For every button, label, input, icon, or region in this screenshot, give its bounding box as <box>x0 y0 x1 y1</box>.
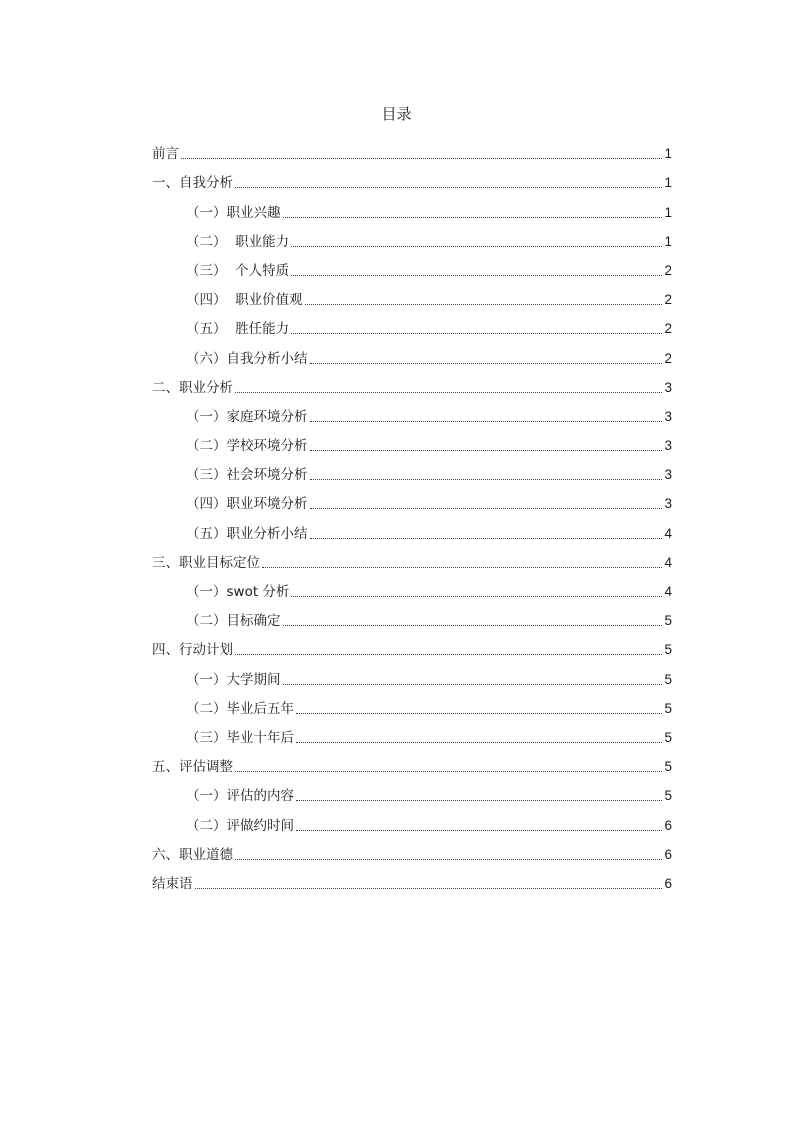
toc-dot-leader <box>235 770 662 772</box>
toc-entry-label: （二）目标确定 <box>186 613 281 630</box>
toc-dot-leader <box>310 537 663 539</box>
toc-section-entry[interactable] <box>152 368 672 397</box>
toc-page-number: 2 <box>664 350 672 366</box>
toc-dot-leader <box>296 712 662 714</box>
toc-dot-leader <box>235 391 662 393</box>
toc-entry-label: 三、职业目标定位 <box>152 554 260 571</box>
toc-entry-label: （二）毕业后五年 <box>186 700 294 717</box>
toc-entry-label: （一）家庭环境分析 <box>186 408 308 425</box>
toc-subsection-entry[interactable] <box>152 601 672 630</box>
toc-dot-leader <box>291 274 662 276</box>
toc-page-number: 5 <box>664 788 672 804</box>
toc-page-number: 6 <box>664 846 672 862</box>
toc-dot-leader <box>291 595 662 597</box>
toc-subsection-entry[interactable] <box>152 192 672 221</box>
toc-dot-leader <box>291 245 662 247</box>
toc-subsection-entry[interactable] <box>152 397 672 426</box>
toc-section-entry[interactable] <box>152 630 672 659</box>
toc-section-entry[interactable] <box>152 163 672 192</box>
toc-page-number: 3 <box>664 467 672 483</box>
toc-dot-leader <box>296 799 662 801</box>
toc-dot-leader <box>296 829 662 831</box>
toc-subsection-entry[interactable] <box>152 805 672 834</box>
toc-subsection-entry[interactable] <box>152 222 672 251</box>
toc-subsection-entry[interactable] <box>152 251 672 280</box>
toc-dot-leader <box>235 858 662 860</box>
toc-subsection-entry[interactable] <box>152 513 672 542</box>
toc-dot-leader <box>310 362 663 364</box>
toc-page-number: 6 <box>664 875 672 891</box>
toc-page-number: 1 <box>664 233 672 249</box>
toc-entry-label: 一、自我分析 <box>152 175 233 192</box>
toc-page-number: 5 <box>664 642 672 658</box>
toc-page-number: 3 <box>664 379 672 395</box>
toc-entry-label: 前言 <box>152 146 179 163</box>
toc-section-entry[interactable] <box>152 747 672 776</box>
toc-page-number: 1 <box>664 175 672 191</box>
toc-entry-label: （四）职业环境分析 <box>186 496 308 513</box>
toc-entry-label: （一）大学期间 <box>186 671 281 688</box>
toc-page-number: 5 <box>664 729 672 745</box>
toc-page-number: 3 <box>664 438 672 454</box>
toc-entry-label: （二）学校环境分析 <box>186 438 308 455</box>
toc-dot-leader <box>310 478 663 480</box>
toc-entry-label: （三）社会环境分析 <box>186 467 308 484</box>
toc-page-number: 1 <box>664 204 672 220</box>
toc-entry-label: （一）swot 分析 <box>186 584 290 600</box>
toc-section-entry[interactable] <box>152 134 672 163</box>
toc-entry-label: （五） 胜任能力 <box>186 321 290 338</box>
toc-subsection-entry[interactable] <box>152 426 672 455</box>
toc-entry-label: 六、职业道德 <box>152 846 233 863</box>
toc-page-number: 2 <box>664 292 672 308</box>
toc-page-number: 2 <box>664 321 672 337</box>
toc-page-number: 1 <box>664 146 672 162</box>
toc-section-entry[interactable] <box>152 543 672 572</box>
toc-dot-leader <box>283 624 663 626</box>
toc-entry-label: 二、职业分析 <box>152 379 233 396</box>
toc-entry-label: （四） 职业价值观 <box>186 292 303 309</box>
toc-page-number: 4 <box>664 584 672 599</box>
toc-page-number: 3 <box>664 408 672 424</box>
toc-dot-leader <box>310 420 663 422</box>
toc-title: 目录 <box>381 105 412 123</box>
toc-entry-label: （二） 职业能力 <box>186 233 290 250</box>
toc-dot-leader <box>235 186 662 188</box>
toc-dot-leader <box>310 449 663 451</box>
toc-dot-leader <box>296 741 662 743</box>
toc-section-entry[interactable] <box>152 835 672 864</box>
toc-page-number: 2 <box>664 262 672 278</box>
toc-dot-leader <box>262 566 662 568</box>
toc-dot-leader <box>195 887 663 889</box>
toc-section-entry[interactable] <box>152 864 672 893</box>
toc-dot-leader <box>235 653 662 655</box>
toc-page-number: 4 <box>664 525 672 541</box>
toc-subsection-entry[interactable] <box>152 338 672 367</box>
toc-subsection-entry[interactable] <box>152 572 672 601</box>
toc-entry-label: （一）职业兴趣 <box>186 204 281 221</box>
toc-entry-label: （六）自我分析小结 <box>186 350 308 367</box>
toc-entry-label: 四、行动计划 <box>152 642 233 659</box>
toc-page-number: 6 <box>664 817 672 833</box>
toc-dot-leader <box>310 507 663 509</box>
toc-entry-label: 五、评估调整 <box>152 759 233 776</box>
toc-page-number: 5 <box>664 700 672 716</box>
toc-entry-label: （三）毕业十年后 <box>186 729 294 746</box>
toc-subsection-entry[interactable] <box>152 659 672 688</box>
toc-entry-label: （五）职业分析小结 <box>186 525 308 542</box>
toc-dot-leader <box>181 157 662 159</box>
toc-subsection-entry[interactable] <box>152 718 672 747</box>
toc-page-number: 4 <box>664 554 672 570</box>
toc-subsection-entry[interactable] <box>152 776 672 805</box>
toc-subsection-entry[interactable] <box>152 689 672 718</box>
toc-page-number: 5 <box>664 759 672 775</box>
table-of-contents <box>152 134 672 893</box>
toc-subsection-entry[interactable] <box>152 455 672 484</box>
toc-dot-leader <box>305 303 663 305</box>
toc-entry-label: 结束语 <box>152 875 193 892</box>
toc-dot-leader <box>283 683 663 685</box>
toc-entry-label: （二）评做约时间 <box>186 817 294 834</box>
toc-page-number: 3 <box>664 496 672 512</box>
toc-page-number: 5 <box>664 671 672 687</box>
toc-entry-label: （三） 个人特质 <box>186 262 290 279</box>
toc-page-number: 5 <box>664 613 672 629</box>
toc-dot-leader <box>291 332 662 334</box>
toc-subsection-entry[interactable] <box>152 309 672 338</box>
toc-dot-leader <box>283 216 663 218</box>
toc-entry-label: （一）评估的内容 <box>186 788 294 805</box>
toc-subsection-entry[interactable] <box>152 280 672 309</box>
toc-subsection-entry[interactable] <box>152 484 672 513</box>
